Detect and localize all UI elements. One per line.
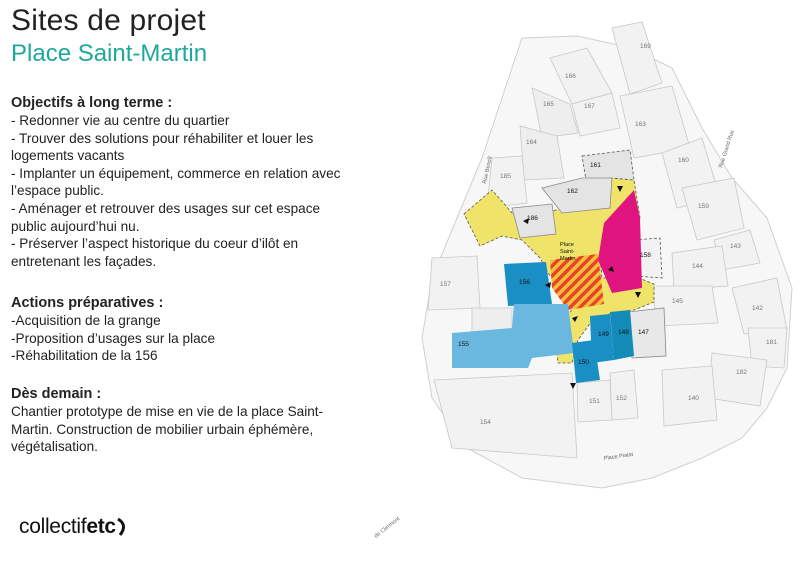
page-subtitle: Place Saint-Martin (11, 40, 208, 67)
lot-label: 151 (589, 398, 600, 405)
place-label-line: Martin (560, 256, 576, 262)
objectives-heading: Objectifs à long terme : (11, 95, 173, 111)
actions-section (11, 294, 351, 365)
building-154 (434, 373, 577, 458)
lot-label: 169 (640, 43, 651, 50)
lot-label: 163 (635, 121, 646, 128)
collectif-etc-logo (19, 515, 130, 539)
lot-label: 149 (598, 331, 609, 338)
site-map (372, 8, 800, 560)
lot-label: 140 (688, 395, 699, 402)
building-182 (708, 353, 767, 406)
lot-label: 164 (526, 139, 537, 146)
street-label: Place Pialat (603, 451, 634, 462)
lot-label: 161 (590, 162, 601, 169)
street-label: de Clermont (373, 516, 402, 540)
lot-label: 145 (672, 298, 683, 305)
lot-label: 143 (730, 243, 741, 250)
demain-heading: Dès demain : (11, 386, 102, 402)
lot-label: 162 (567, 188, 578, 195)
objective-line: - Aménager et retrouver des usages sur cet espace public aujourd’hui nu. (11, 200, 321, 234)
objective-line: - Implanter un équipement, commerce en relation avec l’espace public. (11, 165, 341, 199)
action-line: -Proposition d’usages sur la place (11, 330, 216, 346)
lot-label: 152 (616, 395, 627, 402)
page-title: Sites de projet (11, 4, 206, 37)
street-label: Rue Grand Rue (718, 129, 737, 169)
lot-label: 148 (618, 329, 629, 336)
objective-line: - Préserver l’aspect historique du coeur d’ilôt en entretenant les façades. (11, 236, 299, 269)
lot-label: 166 (565, 73, 576, 80)
lot-label: 165 (543, 101, 554, 108)
objective-line: - Redonner vie au centre du quartier (11, 113, 230, 128)
actions-heading: Actions préparatives : (11, 295, 164, 311)
lot-label: 155 (458, 341, 469, 348)
lot-label: 142 (752, 305, 763, 312)
demain-text: Chantier prototype de mise en vie de la place Saint-Martin. Construction de mobilier urbain éphémère, végétalisation. (11, 404, 324, 455)
objectives-section (11, 94, 351, 270)
place-label-line: Place (560, 242, 574, 248)
objective-line: - Trouver des solutions pour réhabiliter et louer les logements vacants (11, 130, 314, 164)
logo-swoosh-icon (116, 517, 130, 537)
lot-label: 158 (640, 252, 651, 259)
lot-label: 160 (678, 157, 689, 164)
lot-label: 150 (578, 359, 589, 366)
lot-label: 144 (692, 263, 703, 270)
street-label: Rue Benoît (482, 155, 494, 185)
lot-label: 157 (440, 281, 451, 288)
lot-label: 156 (519, 279, 530, 286)
lot-label: 159 (698, 203, 709, 210)
lot-label: 182 (736, 369, 747, 376)
lot-label: 167 (584, 103, 595, 110)
lot-label: 154 (480, 419, 491, 426)
lot-label: 185 (500, 173, 511, 180)
lot-label: 186 (527, 215, 538, 222)
action-line: -Acquisition de la grange (11, 313, 161, 328)
action-line: -Réhabilitation de la 156 (11, 348, 158, 364)
logo-prefix: collectif (19, 515, 87, 538)
demain-section (11, 385, 351, 456)
logo-suffix: etc (86, 515, 116, 538)
place-label-line: Saint- (560, 249, 575, 255)
building-157 (428, 256, 480, 310)
lot-label: 181 (766, 339, 777, 346)
lot-label: 147 (638, 329, 649, 336)
